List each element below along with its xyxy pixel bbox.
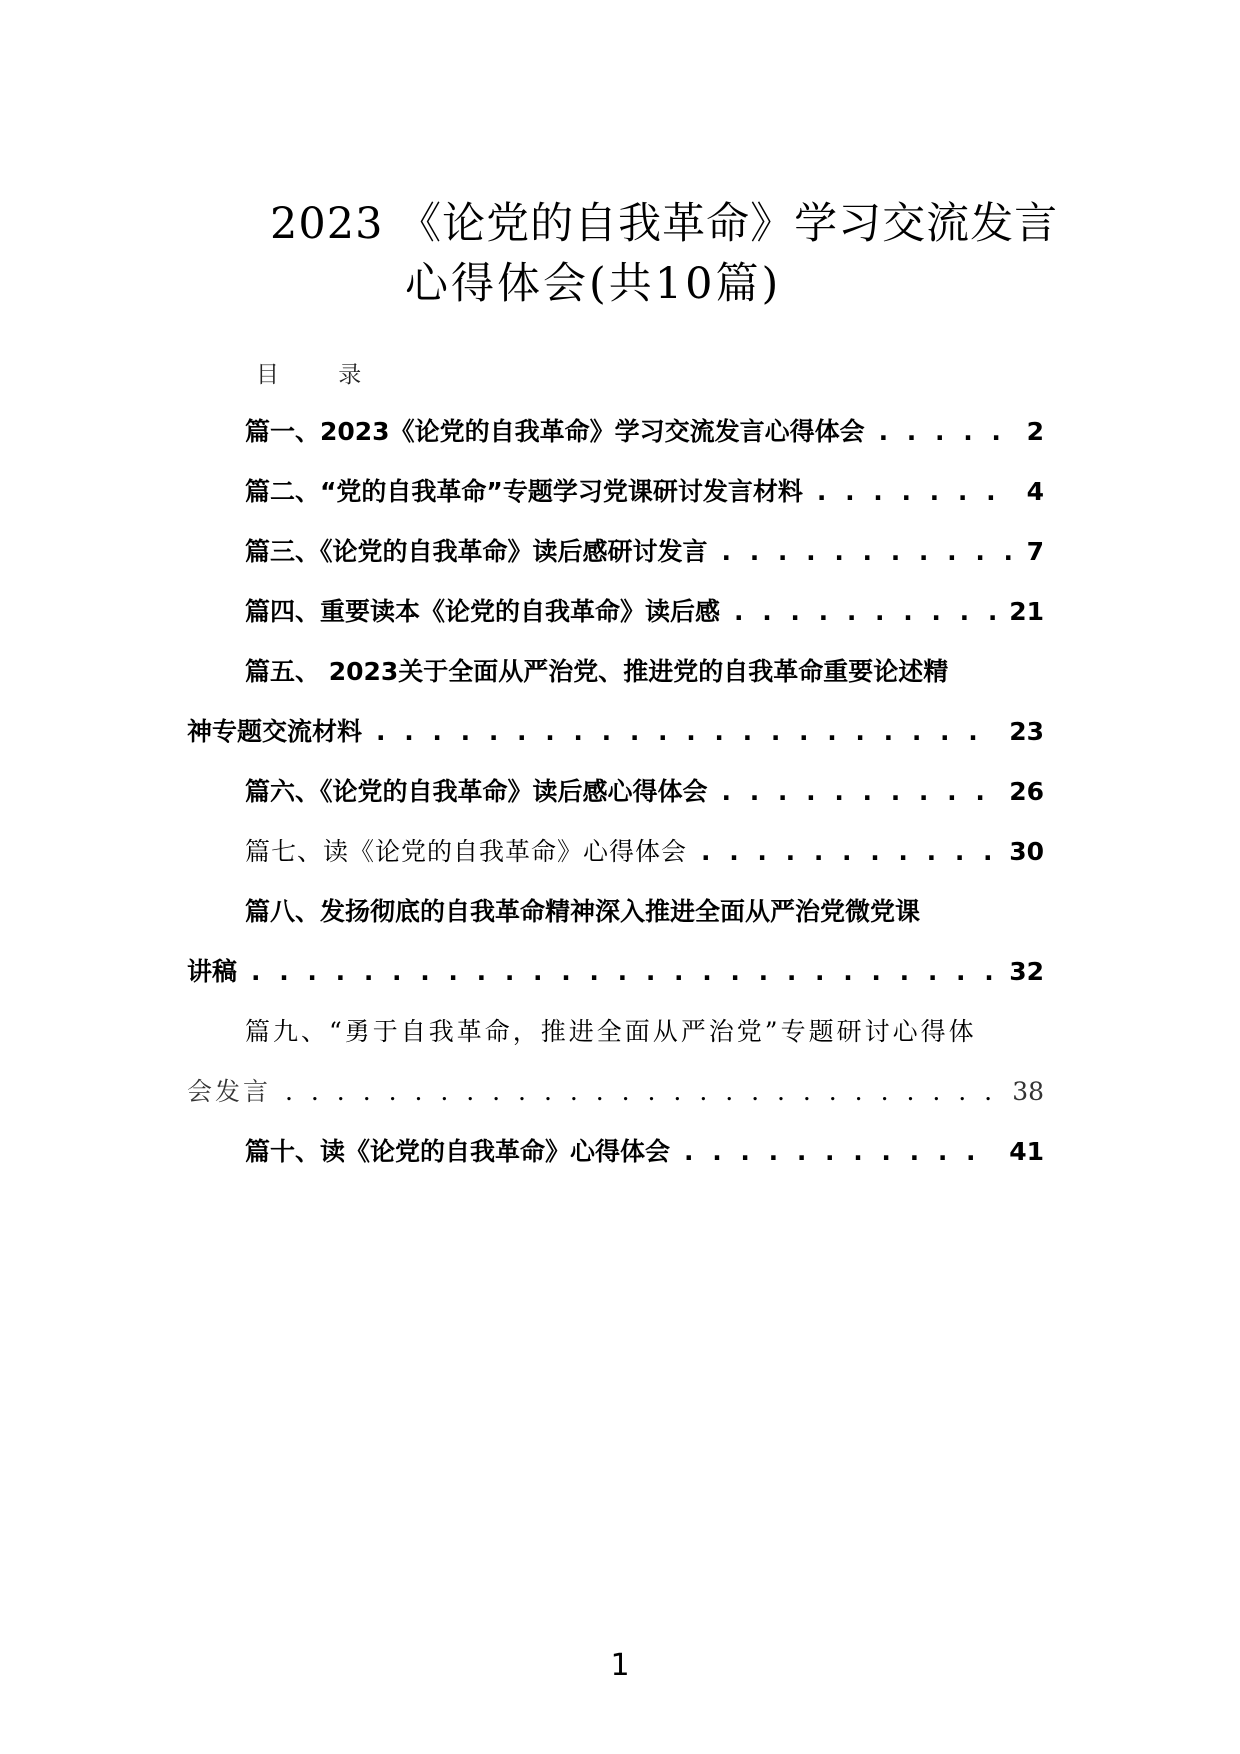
toc-entry-title: 篇十、读《论党的自我革命》心得体会 <box>245 1137 671 1166</box>
toc-entry-2[interactable] <box>245 472 1044 508</box>
toc-entry-page: 2 <box>1026 417 1044 446</box>
toc-entry-title: 篇六、《论党的自我革命》读后感心得体会 <box>245 777 708 806</box>
toc-entry-1[interactable] <box>245 412 1044 448</box>
toc-entry-line-2 <box>187 952 1044 988</box>
toc-leader-dots <box>285 1077 998 1106</box>
toc-entry-page: 7 <box>1026 537 1044 566</box>
toc-entry-title-line-1: 篇五、 2023关于全面从严治党、推进党的自我革命重要论述精 <box>245 657 949 686</box>
toc-entry-title-line-1: 篇九、“勇于自我革命，推进全面从严治党”专题研讨心得体 <box>245 1017 977 1046</box>
toc-entry-6[interactable] <box>245 772 1044 808</box>
toc-entry-page: 38 <box>1012 1077 1044 1106</box>
toc-entry-line-2 <box>187 712 1044 748</box>
toc-leader-dots <box>879 417 1013 446</box>
toc-entry-page: 26 <box>1009 777 1044 806</box>
toc-entry-title-line-2: 讲稿 <box>187 957 238 986</box>
document-title-line-1: 2023 《论党的自我革命》学习交流发言 <box>270 199 1059 249</box>
toc-leader-dots <box>376 717 995 746</box>
toc-entry-title: 篇三、《论党的自我革命》读后感研讨发言 <box>245 537 708 566</box>
toc-entry-page: 30 <box>1009 837 1044 866</box>
document-title-line-2: 心得体会(共10篇) <box>405 259 782 309</box>
toc-entry-page: 41 <box>1009 1137 1044 1166</box>
toc-entry-title-line-2: 神专题交流材料 <box>187 717 363 746</box>
toc-heading: 目 录 <box>256 362 388 388</box>
toc-entry-line-2 <box>187 1072 1044 1108</box>
toc-entry-3[interactable] <box>245 532 1044 568</box>
toc-leader-dots <box>684 1137 995 1166</box>
toc-entry-page: 21 <box>1009 597 1044 626</box>
toc-entry-page: 4 <box>1026 477 1044 506</box>
toc-entry-title: 篇二、“党的自我革命”专题学习党课研讨发言材料 <box>245 477 803 506</box>
toc-leader-dots <box>734 597 995 626</box>
toc-entry-page: 32 <box>1009 957 1044 986</box>
toc-leader-dots <box>722 777 996 806</box>
page-number: 1 <box>610 1648 630 1683</box>
toc-leader-dots <box>817 477 1013 506</box>
toc-entry-title-line-2: 会发言 <box>187 1077 272 1106</box>
toc-leader-dots <box>722 537 1013 566</box>
toc-entry-10[interactable] <box>245 1132 1044 1168</box>
toc-entry-page: 23 <box>1009 717 1044 746</box>
toc-entry-title: 篇七、读《论党的自我革命》心得体会 <box>245 837 688 866</box>
toc-entry-title: 篇四、重要读本《论党的自我革命》读后感 <box>245 597 721 626</box>
toc-leader-dots <box>701 837 995 866</box>
toc-entry-4[interactable] <box>245 592 1044 628</box>
toc-entry-title: 篇一、2023《论党的自我革命》学习交流发言心得体会 <box>245 417 865 446</box>
toc-entry-title-line-1: 篇八、发扬彻底的自我革命精神深入推进全面从严治党微党课 <box>245 897 921 926</box>
toc-entry-7[interactable] <box>245 832 1044 868</box>
toc-leader-dots <box>251 957 995 986</box>
